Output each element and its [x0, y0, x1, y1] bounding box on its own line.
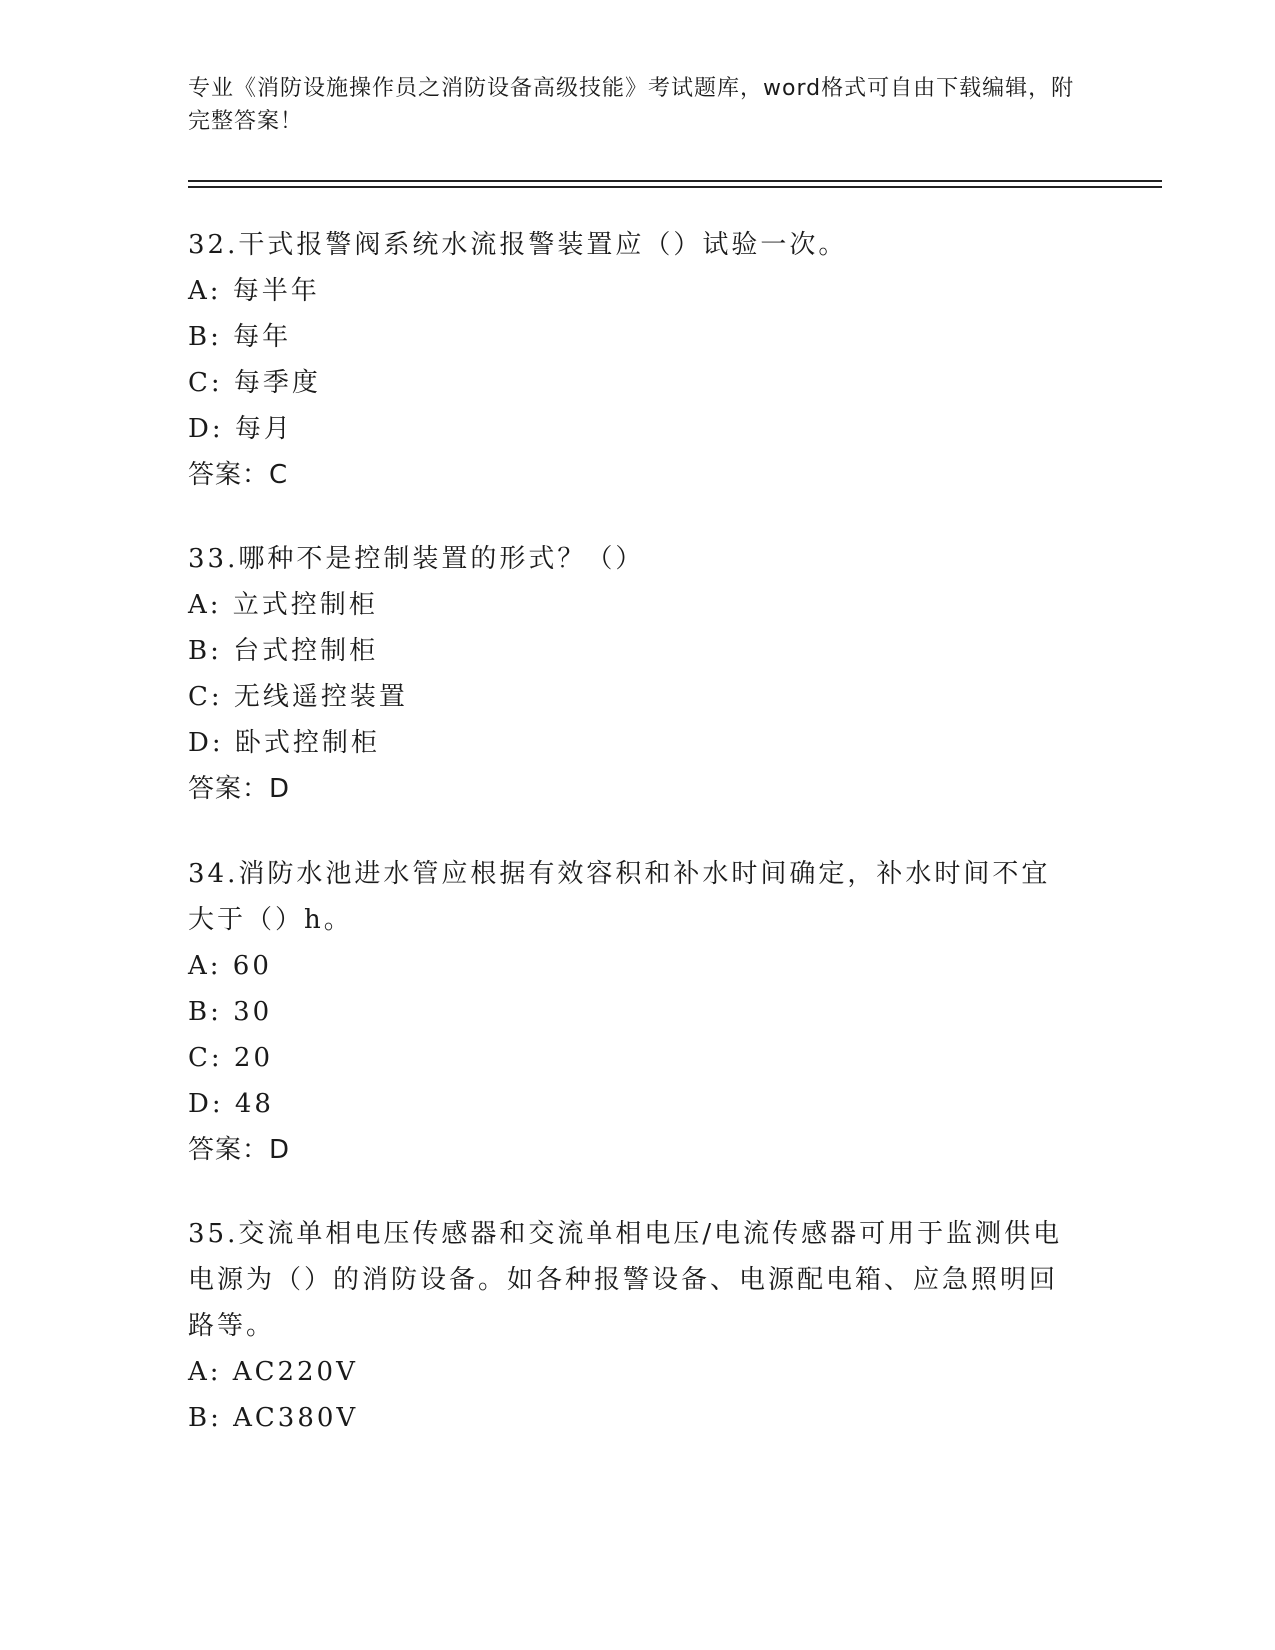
option-b: B: 每年	[188, 322, 292, 352]
option-c: C: 无线遥控装置	[188, 682, 408, 712]
document-header: 专业《消防设施操作员之消防设备高级技能》考试题库，word格式可自由下载编辑，附完整答案！	[188, 76, 1075, 134]
option-b: B: 台式控制柜	[188, 636, 379, 666]
question-block-33	[188, 536, 1088, 812]
option-b: B: AC380V	[188, 1403, 359, 1433]
option-a: A: AC220V	[188, 1357, 358, 1387]
question-text: 35.交流单相电压传感器和交流单相电压/电流传感器可用于监测供电电源为（）的消防设备。如各种报警设备、电源配电箱、应急照明回路等。	[188, 1219, 1063, 1341]
answer-text: 答案：D	[188, 774, 291, 804]
option-d: D: 48	[188, 1089, 274, 1119]
question-text: 34.消防水池进水管应根据有效容积和补水时间确定，补水时间不宜大于（）h。	[188, 859, 1051, 935]
option-c: C: 每季度	[188, 368, 321, 398]
header-divider-top	[188, 180, 1162, 182]
option-c: C: 20	[188, 1043, 274, 1073]
option-a: A: 每半年	[188, 276, 320, 306]
option-b: B: 30	[188, 997, 273, 1027]
question-block-34	[188, 851, 1088, 1173]
header-divider-bottom	[188, 186, 1162, 188]
question-text: 33.哪种不是控制装置的形式？（）	[188, 544, 645, 574]
answer-text: 答案：D	[188, 1135, 291, 1165]
option-d: D: 卧式控制柜	[188, 728, 380, 758]
question-block-32	[188, 222, 1088, 498]
option-d: D: 每月	[188, 414, 293, 444]
question-text: 32.干式报警阀系统水流报警装置应（）试验一次。	[188, 230, 848, 260]
option-a: A: 立式控制柜	[188, 590, 378, 620]
option-a: A: 60	[188, 951, 272, 981]
question-block-35	[188, 1211, 1088, 1441]
answer-text: 答案：C	[188, 460, 289, 490]
